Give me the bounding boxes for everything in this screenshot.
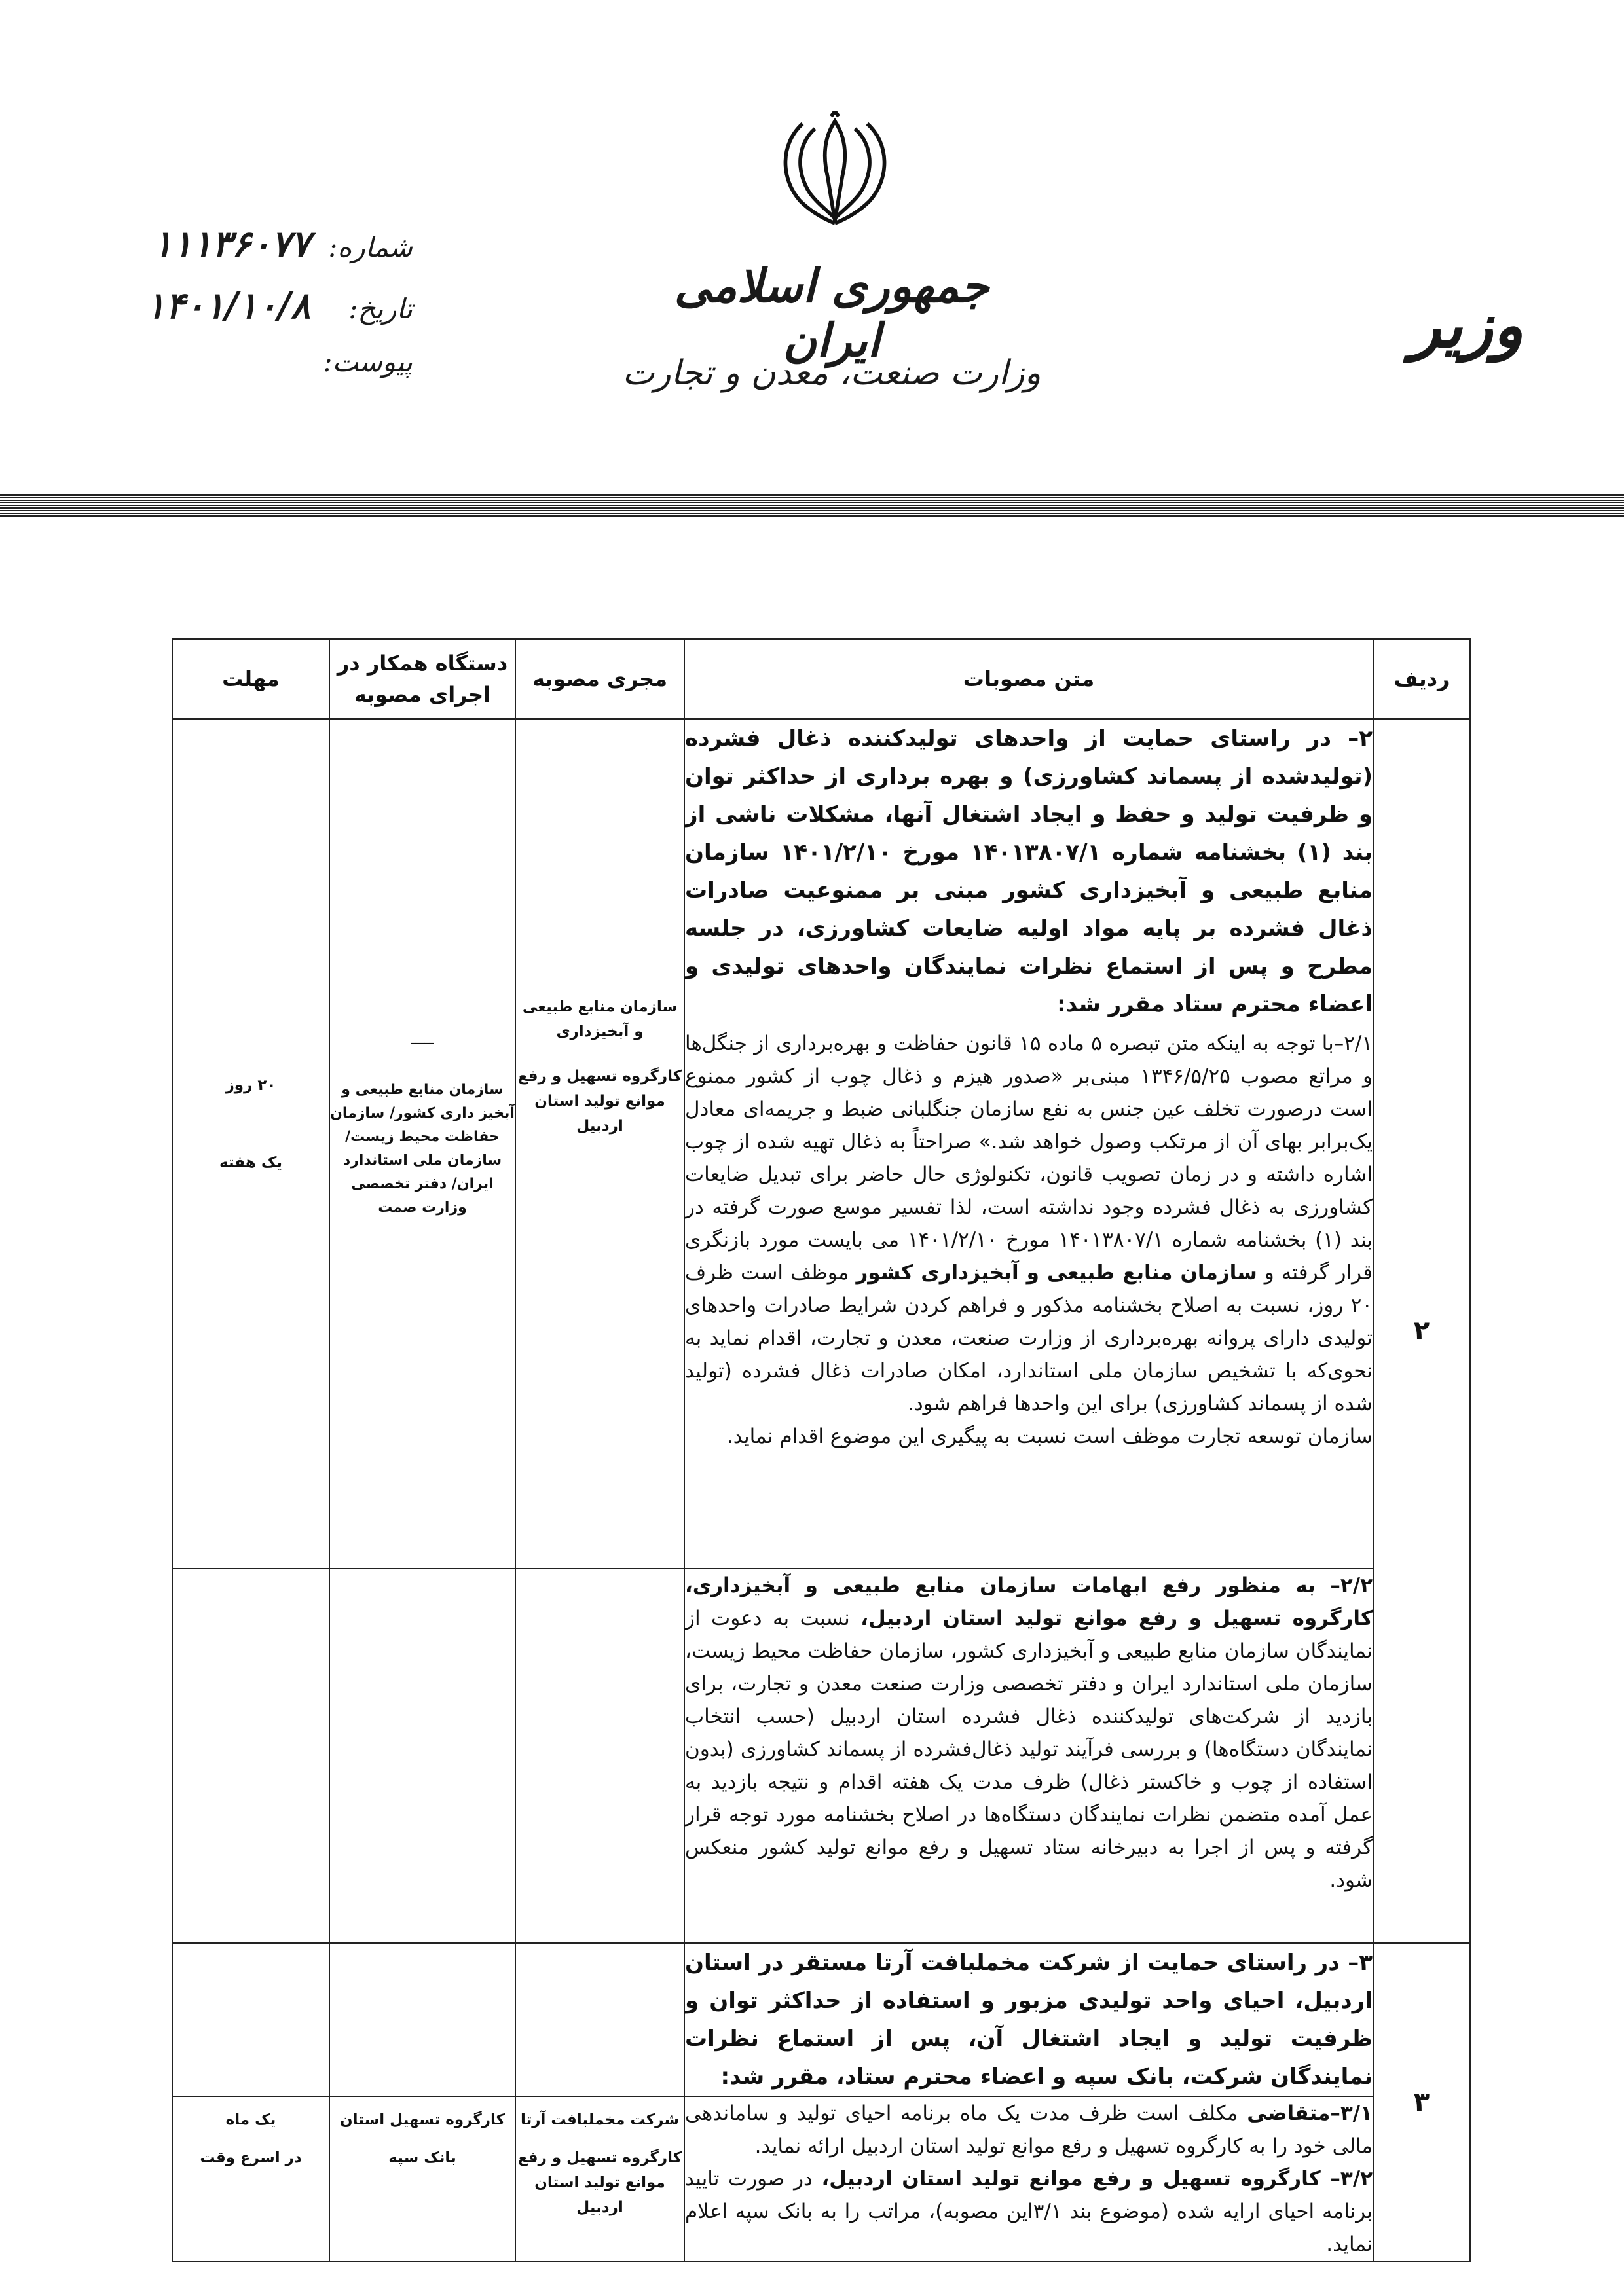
row3-text-a xyxy=(684,1943,1373,2096)
date-label: تاریخ: xyxy=(348,293,413,325)
row3-executor-a xyxy=(515,1943,684,2096)
row2-cooperator-2: سازمان منابع طبیعی و آبخیز داری کشور/ سازمان حفاظت محیط زیست/ سازمان ملی استاندارد ایران/ دفتر تخصصی وزارت صمت xyxy=(330,1082,515,1216)
number-value: ۱۱۱۳۶۰۷۷ xyxy=(153,223,310,266)
row3-executor-1: شرکت مخملبافت آرتا xyxy=(520,2111,680,2128)
row2-deadline-b xyxy=(172,1569,329,1943)
header-deadline: مهلت xyxy=(172,639,329,719)
date-row xyxy=(59,284,413,327)
resolutions-table xyxy=(172,638,1471,2262)
table-row xyxy=(172,719,1470,1569)
row2-deadline-a xyxy=(172,719,329,1569)
row3-deadline-1: یک ماه xyxy=(225,2111,276,2128)
table-header-row xyxy=(172,639,1470,719)
table-row xyxy=(172,1943,1470,2096)
row2-clause-1-b: موظف است ظرف ۲۰ روز، نسبت به اصلاح بخشنامه مذکور و فراهم کردن شرایط صادرات واحدهای تولیدی دارای پروانه بهره‌برداری از وزارت صنعت، معدن و تجارت، اقدام نماید به نحوی‌که با تشخیص سازمان ملی استاندارد، امکان صادرات ذغال فشرده (تولید شده از پسماند کشاورزی) برای این واحدها فراهم شود. xyxy=(685,1261,1373,1415)
header-cooperator: دستگاه همکار در اجرای مصوبه xyxy=(329,639,515,719)
row2-executor-a xyxy=(515,719,684,1569)
row2-deadline-2: یک هفته xyxy=(219,1154,283,1171)
letter-meta xyxy=(59,223,413,396)
row3-clause-1 xyxy=(685,2097,1373,2162)
row3-deadline-2: در اسرع وقت xyxy=(200,2149,302,2166)
header-radif: ردیف xyxy=(1373,639,1470,719)
number-row xyxy=(59,223,413,266)
row3-clause-1-bold: ۳/۱–متقاضی xyxy=(1247,2102,1373,2125)
attachment-label: پیوست: xyxy=(323,346,413,378)
row3-clause-2-text: در صورت تایید برنامه احیای ارایه شده (موضوع بند ۳/۱این مصوبه)، مراتب را به بانک سپه اعلام نماید. xyxy=(685,2167,1373,2256)
row3-clause-2 xyxy=(685,2162,1373,2261)
row3-cooperator-2: بانک سپه xyxy=(388,2149,456,2166)
row2-clause-1-a: ۲/۱–با توجه به اینکه متن تبصره ۵ ماده ۱۵ قانون حفاظت و بهره‌برداری از جنگل‌ها و مراتع مصوب ۱۳۴۶/۵/۲۵ مبنی‌بر «صدور هیزم و ذغال چوب از کشور ممنوع است درصورت تخلف عین جنس به نفع سازمان جنگلبانی ضبط و جریمه‌ای معادل یک‌برابر بهای آن از مرتکب وصول خواهد شد.» صراحتاً به ذغال تهیه شده از چوب اشاره داشته و در زمان تصویب قانون، تکنولوژی حال حاضر برای تبدیل ضایعات کشاورزی به ذغال فشرده وجود نداشته است، لذا تفسیر موسع صورت گرفته در بند (۱) بخشنامه شماره ۱۴۰۱۳۸۰۷/۱ مورخ ۱۴۰۱/۲/۱۰ می بایست مورد بازنگری قرار گرفته و xyxy=(685,1032,1373,1285)
number-label: شماره: xyxy=(328,231,413,263)
tulip-emblem-icon xyxy=(773,111,897,236)
row2-clause-2 xyxy=(685,1569,1373,1897)
row3-intro: ۳– در راستای حمایت از شرکت مخملبافت آرتا مستقر در استان اردبیل، احیای واحد تولیدی مزبور و استفاده از حداکثر توان و ظرفیت تولید و ایجاد اشتغال آن، پس از استماع نظرات نمایندگان شرکت، بانک سپه و اعضاء محترم ستاد، مقرر شد: xyxy=(685,1950,1373,2090)
row2-executor-2: کارگروه تسهیل و رفع موانع تولید استان اردبیل xyxy=(517,1068,682,1135)
row3-radif: ۳ xyxy=(1373,1943,1470,2261)
row2-cooperator-a xyxy=(329,719,515,1569)
row2-clause-1 xyxy=(685,1027,1373,1420)
row3-executor-2: کارگروه تسهیل و رفع موانع تولید استان اردبیل xyxy=(517,2149,682,2216)
row3-text-b xyxy=(684,2096,1373,2261)
attachment-row xyxy=(59,346,413,378)
row3-clause-2-bold: ۳/۲– کارگروه تسهیل و رفع موانع تولید استان اردبیل، xyxy=(821,2167,1373,2191)
office-title: وزیر xyxy=(1410,288,1524,362)
iran-emblem-logo xyxy=(773,111,897,236)
row2-clause-2-text: نسبت به دعوت از نمایندگان سازمان منابع طبیعی و آبخیزداری کشور، سازمان حفاظت محیط زیست، سازمان ملی استاندارد ایران و دفتر تخصصی وزارت صنعت معدن و تجارت، برای بازدید از شرکت‌های تولیدکننده ذغال فشرده استان اردبیل (حسب انتخاب نمایندگان دستگاه‌ها) و بررسی فرآیند تولید ذغال‌فشرده از پسماند کشاورزی (بدون استفاده از چوب و خاکستر ذغال) ظرف مدت یک هفته اقدام و نتیجه بازدید به عمل آمده متضمن نظرات نمایندگان دستگاه‌ها در اصلاح بخشنامه مورد توجه قرار گرفته و پس از اجرا به دبیرخانه ستاد تسهیل و رفع موانع تولید کشور منعکس شود. xyxy=(685,1607,1373,1892)
date-value: ۱۴۰۱/۱۰/۸ xyxy=(145,284,310,327)
table-row xyxy=(172,1569,1470,1943)
row2-clause-2-bold: ۲/۲– به منظور رفع ابهامات سازمان منابع طبیعی و آبخیزداری، کارگروه تسهیل و رفع موانع تولید استان اردبیل، xyxy=(685,1574,1373,1630)
row2-intro: ۲– در راستای حمایت از واحدهای تولیدکننده ذغال فشرده (تولیدشده از پسماند کشاورزی) و بهره برداری از حداکثر توان و ظرفیت تولید و حفظ و ایجاد اشتغال آنها، مشکلات ناشی از بند (۱) بخشنامه شماره ۱۴۰۱۳۸۰۷/۱ مورخ ۱۴۰۱/۲/۱۰ سازمان منابع طبیعی و آبخیزداری کشور مبنی بر ممنوعیت صادرات ذغال فشرده بر پایه مواد اولیه ضایعات کشاورزی، در جلسه مطرح و پس از استماع نظرات نمایندگان واحدهای تولیدی و اعضاء محترم ستاد مقرر شد: xyxy=(685,725,1373,1017)
row2-cooperator-b xyxy=(329,1569,515,1943)
row3-cooperator-1: کارگروه تسهیل استان xyxy=(339,2111,506,2128)
row2-clause-1-bold: سازمان منابع طبیعی و آبخیزداری کشور xyxy=(856,1261,1257,1285)
row3-cooperator-a xyxy=(329,1943,515,2096)
row2-deadline-1: ۲۰ روز xyxy=(225,1077,276,1094)
row2-text-a xyxy=(684,719,1373,1569)
row2-clause-1-c: سازمان توسعه تجارت موظف است نسبت به پیگیری این موضوع اقدام نماید. xyxy=(726,1425,1373,1448)
republic-title: جمهوری اسلامی ایران xyxy=(674,259,989,367)
row3-cooperator-b xyxy=(329,2096,515,2261)
row3-executor-b xyxy=(515,2096,684,2261)
table-row xyxy=(172,2096,1470,2261)
row2-cooperator-dash: ـــــ xyxy=(411,1031,434,1048)
row3-deadline-a xyxy=(172,1943,329,2096)
header-text: متن مصوبات xyxy=(684,639,1373,719)
header-executor: مجری مصوبه xyxy=(515,639,684,719)
header-divider xyxy=(0,494,1624,517)
row2-radif: ۲ xyxy=(1373,719,1470,1943)
row3-clause-1-text: مکلف است ظرف مدت یک ماه برنامه احیای تولید و ساماندهی مالی خود را به کارگروه تسهیل و رفع موانع تولید استان اردبیل ارائه نماید. xyxy=(685,2102,1373,2158)
ministry-name: وزارت صنعت، معدن و تجارت xyxy=(622,354,1041,393)
row2-executor-b xyxy=(515,1569,684,1943)
row2-text-b xyxy=(684,1569,1373,1943)
row2-executor-1: سازمان منابع طبیعی و آبخیزداری xyxy=(522,998,678,1040)
row3-deadline-b xyxy=(172,2096,329,2261)
